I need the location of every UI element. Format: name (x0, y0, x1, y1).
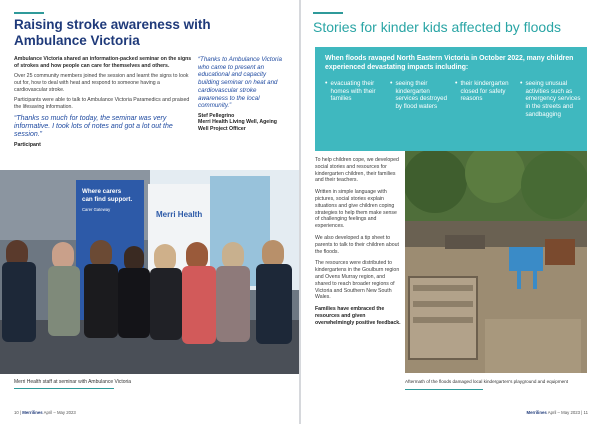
lead-paragraph: Ambulance Victoria shared an information-packed seminar on the signs of strokes and how people can care for themselves and others. (14, 56, 192, 69)
list-item-text: evacuating their homes with their families (330, 80, 376, 103)
caption-rule (14, 388, 114, 389)
pull-quote: “Thanks so much for today, the seminar was very informative. I took lots of notes and got a lot out the session.” (14, 114, 173, 138)
title-rule (14, 12, 44, 14)
left-page (0, 0, 299, 424)
pull-quote: “Thanks to Ambulance Victoria who came to present an educational and capacity building seminar on heat and cardiovascular stroke awareness to the local community.” (198, 56, 282, 110)
side-quote (198, 56, 286, 132)
list-item-text: seeing their kindergarten services destroyed by flood waters (395, 80, 448, 111)
paragraph: To help children cope, we developed social stories and resources for kindergarten children, their families and their teachers. (315, 157, 399, 184)
flood-playground-photo (405, 151, 587, 373)
list-item (390, 80, 453, 119)
bullet-icon: • (325, 80, 328, 87)
page-number: 11 (583, 410, 588, 415)
impact-banner (315, 47, 587, 151)
banner-sign (82, 188, 142, 214)
right-page (301, 0, 600, 424)
list-item (455, 80, 518, 119)
paragraph: Participants were able to talk to Ambulance Victoria Paramedics and praised the lifesaving information. (14, 97, 190, 110)
paragraph: Written in simple language with pictures, social stories explain situations and give children coping strategies to help them make sense of challenging feelings and experiences. (315, 189, 397, 230)
title-rule (313, 12, 343, 14)
publication-name: Merrilines (22, 410, 43, 415)
page-footer: 10 | Merrilines April – May 2023 (14, 410, 76, 415)
paragraph: Over 25 community members joined the session and learnt the signs to look out for, how to deal with heat and respond to someone having a cardiovascular stroke. (14, 73, 189, 93)
quote-name: Stef Pellegrino (198, 112, 235, 119)
paragraph: The resources were distributed to kindergartens in the Goulburn region and Ovens Murray region, and shared to reach broader regions of Victoria and Southern New South Wales. (315, 260, 400, 301)
paragraph: We also developed a tip sheet to parents to talk to their children about the floods. (315, 234, 399, 255)
banner-line: Where carers (82, 188, 122, 195)
bullet-icon: • (390, 80, 393, 87)
photo-caption: Aftermath of the floods damaged local kindergarten's playground and equipment (405, 379, 569, 384)
photo-caption: Merri Health staff at seminar with Ambulance Victoria (14, 379, 132, 385)
issue-date: April – May 2023 (43, 410, 76, 415)
article-body (315, 157, 401, 332)
quote-attribution: Participant (14, 141, 41, 148)
issue-date: April – May 2023 (547, 410, 581, 415)
bullet-icon: • (520, 80, 523, 87)
page-footer: Merrilines April – May 2023 | 11 (526, 410, 588, 415)
page-title: Raising stroke awareness with Ambulance Victoria (14, 17, 211, 48)
list-item-text: their kindergarten closed for safety reasons (460, 80, 509, 103)
seminar-photo (0, 170, 299, 374)
publication-name: Merrilines (526, 410, 547, 415)
quote-role: Merri Health Living Well, Ageing Well Project Officer (198, 119, 277, 132)
page-number: 10 (14, 410, 19, 415)
closing-paragraph: Families have embraced the resources and given overwhelmingly positive feedback. (315, 306, 401, 326)
list-item (325, 80, 388, 119)
banner-line: can find support. (82, 195, 133, 203)
merri-health-logo: Merri Health (156, 210, 203, 219)
impact-list (325, 80, 583, 119)
banner-heading: When floods ravaged North Eastern Victoria in October 2022, many children experienced devastating impacts including: (325, 55, 574, 71)
bullet-icon: • (455, 80, 458, 87)
article-body (14, 56, 192, 153)
list-item (520, 80, 583, 119)
caption-rule (405, 389, 483, 390)
banner-tag: Carer Gateway (82, 207, 111, 212)
page-title: Stories for kinder kids affected by floods (313, 19, 561, 35)
list-item-text: seeing unusual activities such as emergency services in the streets and sandbagging (525, 80, 581, 118)
